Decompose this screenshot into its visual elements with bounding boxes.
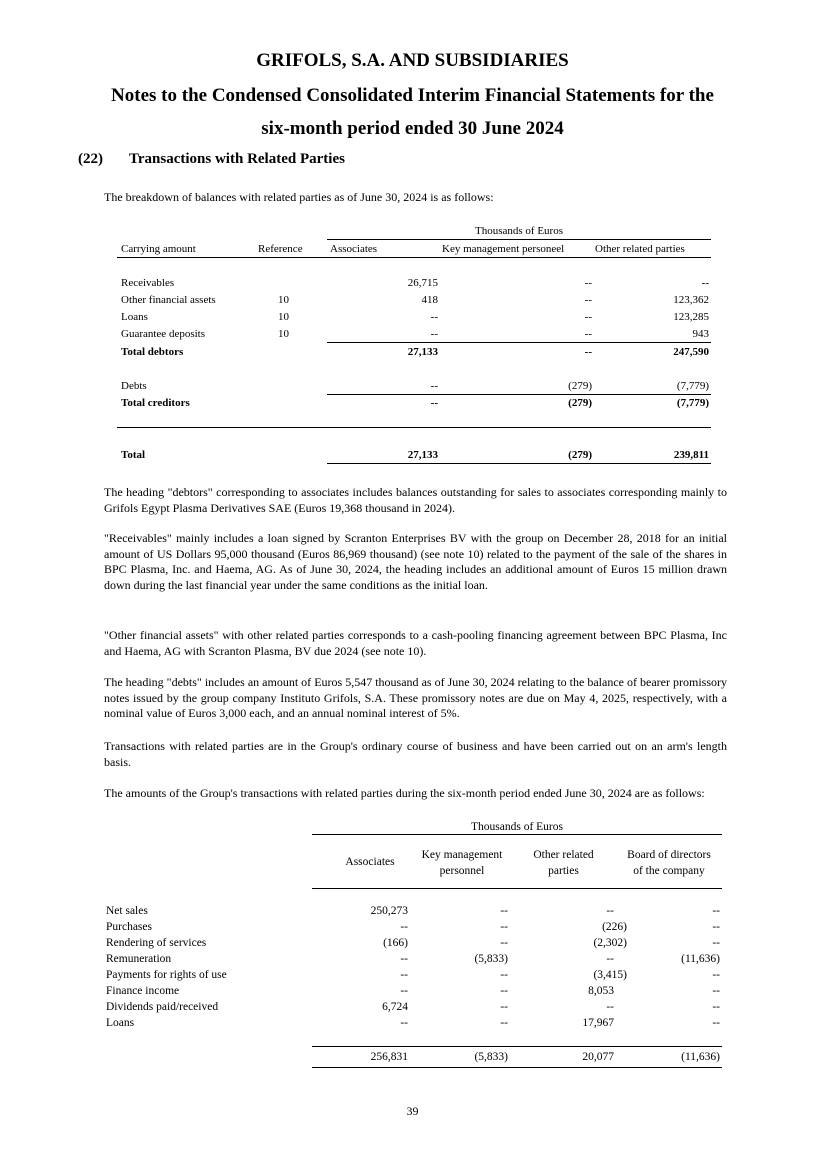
- cell-key-management: (5,833): [474, 953, 508, 965]
- cell-key-management: --: [500, 1001, 508, 1013]
- cell-key-management: --: [500, 905, 508, 917]
- cell-board: --: [712, 1001, 720, 1013]
- cell-board: --: [712, 937, 720, 949]
- total-board: (11,636): [681, 1051, 720, 1063]
- subtotal-rule: [327, 342, 711, 343]
- cell-associates: --: [400, 969, 408, 981]
- document-title-line1: Notes to the Condensed Consolidated Interim Financial Statements for the: [111, 85, 714, 106]
- cell-associates: 27,133: [407, 346, 438, 358]
- cell-other: (3,415): [593, 969, 627, 981]
- table2-col-board-line1: Board of directors: [627, 849, 711, 861]
- table1-col-carrying-amount: Carrying amount: [121, 243, 196, 255]
- subtotal-rule: [327, 394, 711, 395]
- table1-col-reference: Reference: [258, 243, 303, 255]
- cell-key-management: (279): [568, 397, 592, 409]
- section-number: (22): [78, 151, 103, 167]
- table2-col-key-management-line1: Key management: [421, 849, 503, 861]
- cell-associates: --: [400, 1017, 408, 1029]
- row-label: Guarantee deposits: [121, 328, 205, 340]
- cell-associates: --: [430, 397, 438, 409]
- table2-column-rule: [312, 888, 722, 889]
- cell-board: --: [712, 969, 720, 981]
- cell-associates: --: [430, 328, 438, 340]
- row-label: Purchases: [106, 921, 152, 933]
- cell-other: (7,779): [676, 380, 709, 392]
- total-key-management: (5,833): [474, 1051, 508, 1063]
- row-label: Rendering of services: [106, 937, 207, 949]
- cell-board: --: [712, 905, 720, 917]
- cell-other: 247,590: [673, 346, 709, 358]
- cell-board: --: [712, 985, 720, 997]
- table2-col-other-related-line1: Other related: [533, 849, 594, 861]
- row-label: Dividends paid/received: [106, 1001, 219, 1013]
- table2-col-key-management-line2: personnel: [439, 865, 485, 877]
- cell-associates: 418: [421, 294, 438, 306]
- paragraph-receivables: "Receivables" mainly includes a loan signed by Scranton Enterprises BV with the group on December 28, 2018 for an initial amount of US Dollars 95,000 thousand (Euros 86,969 thousand) (see note 10) related to the payment of the sale of the shares in BPC Plasma, Inc. and Haema, AG. As of June 30, 2024, the heading includes an additional amount of Euros 15 million drawn down during the last financial year under the same conditions as the initial loan.: [104, 531, 727, 592]
- cell-other: 123,362: [673, 294, 709, 306]
- cell-key-management: --: [500, 1017, 508, 1029]
- cell-associates: 6,724: [382, 1001, 408, 1013]
- table1-col-other-related: Other related parties: [595, 243, 685, 255]
- row-label: Total creditors: [121, 397, 190, 409]
- row-label: Loans: [121, 311, 148, 323]
- cell-board: (11,636): [681, 953, 720, 965]
- total-other: 20,077: [582, 1051, 614, 1063]
- cell-associates: --: [400, 985, 408, 997]
- cell-other: 943: [692, 328, 709, 340]
- cell-key-management: --: [584, 294, 592, 306]
- cell-board: --: [712, 921, 720, 933]
- row-label: Debts: [121, 380, 147, 392]
- row-label: Remuneration: [106, 953, 172, 965]
- cell-associates: --: [400, 921, 408, 933]
- cell-key-management: --: [500, 937, 508, 949]
- cell-other: 123,285: [673, 311, 709, 323]
- cell-associates: --: [400, 953, 408, 965]
- cell-other: 239,811: [673, 449, 709, 461]
- table1-col-key-management: Key management personeel: [442, 243, 565, 255]
- section-title: Transactions with Related Parties: [129, 151, 345, 167]
- cell-key-management: --: [584, 346, 592, 358]
- row-label: Total debtors: [121, 346, 184, 358]
- table2-col-associates: Associates: [345, 856, 395, 868]
- table2-header-rule: [312, 834, 722, 835]
- cell-other: --: [701, 277, 709, 289]
- cell-key-management: (279): [568, 380, 592, 392]
- table2-col-board-line2: of the company: [633, 865, 705, 877]
- cell-key-management: --: [584, 311, 592, 323]
- cell-key-management: --: [500, 969, 508, 981]
- row-label: Loans: [106, 1017, 135, 1029]
- cell-other: 17,967: [582, 1017, 614, 1029]
- cell-reference: 10: [278, 328, 289, 340]
- cell-other: (7,779): [676, 397, 709, 409]
- cell-associates: 250,273: [370, 905, 408, 917]
- document-title-line2: six-month period ended 30 June 2024: [261, 118, 564, 139]
- paragraph-arms-length: Transactions with related parties are in the Group's ordinary course of business and have been carried out on an arm's length basis.: [104, 739, 727, 769]
- cell-key-management: --: [500, 985, 508, 997]
- cell-key-management: --: [584, 277, 592, 289]
- intro-paragraph: The breakdown of balances with related parties as of June 30, 2024 is as follows:: [104, 190, 494, 204]
- total-rule: [117, 427, 711, 428]
- page-number: 39: [406, 1104, 419, 1118]
- row-label: Finance income: [106, 985, 180, 997]
- cell-board: --: [712, 1017, 720, 1029]
- paragraph-other-financial-assets: "Other financial assets" with other related parties corresponds to a cash-pooling financing agreement between BPC Plasma, Inc and Haema, AG with Scranton Plasma, BV due 2024 (see note 10).: [104, 628, 727, 658]
- cell-reference: 10: [278, 311, 289, 323]
- cell-associates: --: [430, 380, 438, 392]
- row-label: Net sales: [106, 905, 148, 917]
- cell-key-management: --: [500, 921, 508, 933]
- paragraph-debts: The heading "debts" includes an amount of Euros 5,547 thousand as of June 30, 2024 relating to the balance of bearer promissory notes issued by the group company Instituto Grifols, S.A. These promissory notes are due on May 4, 2025, respectively, with a nominal value of Euros 3,000 each, and an annual nominal interest of 5%.: [104, 675, 727, 720]
- company-name: GRIFOLS, S.A. AND SUBSIDIARIES: [256, 50, 569, 71]
- cell-other: (2,302): [593, 937, 627, 949]
- cell-associates: (166): [383, 937, 408, 949]
- table2-group-header: Thousands of Euros: [471, 821, 563, 833]
- cell-other: --: [606, 905, 614, 917]
- totals-rule: [312, 1046, 722, 1047]
- cell-associates: 26,715: [407, 277, 438, 289]
- cell-reference: 10: [278, 294, 289, 306]
- row-label: Total: [121, 449, 146, 461]
- cell-other: --: [606, 953, 614, 965]
- cell-other: --: [606, 1001, 614, 1013]
- total-associates: 256,831: [370, 1051, 408, 1063]
- table2-col-other-related-line2: parties: [548, 865, 579, 877]
- table1-header-rule: [327, 239, 711, 240]
- cell-key-management: (279): [568, 449, 592, 461]
- row-label: Other financial assets: [121, 294, 216, 306]
- totals-underline: [312, 1067, 722, 1068]
- row-label: Payments for rights of use: [106, 969, 227, 981]
- cell-associates: --: [430, 311, 438, 323]
- table1-group-header: Thousands of Euros: [475, 225, 563, 237]
- table1-col-associates: Associates: [330, 243, 378, 255]
- paragraph-debtors: The heading "debtors" corresponding to associates includes balances outstanding for sales to associates corresponding mainly to Grifols Egypt Plasma Derivatives SAE (Euros 19,368 thousand in 2024).: [104, 485, 727, 515]
- cell-associates: 27,133: [407, 449, 438, 461]
- total-underline: [327, 463, 711, 464]
- cell-other: (226): [602, 921, 627, 933]
- cell-key-management: --: [584, 328, 592, 340]
- cell-other: 8,053: [588, 985, 614, 997]
- paragraph-transactions-intro: The amounts of the Group's transactions with related parties during the six-month period ended June 30, 2024 are as follows:: [104, 786, 705, 800]
- row-label: Receivables: [121, 277, 175, 289]
- table1-column-rule: [117, 257, 711, 258]
